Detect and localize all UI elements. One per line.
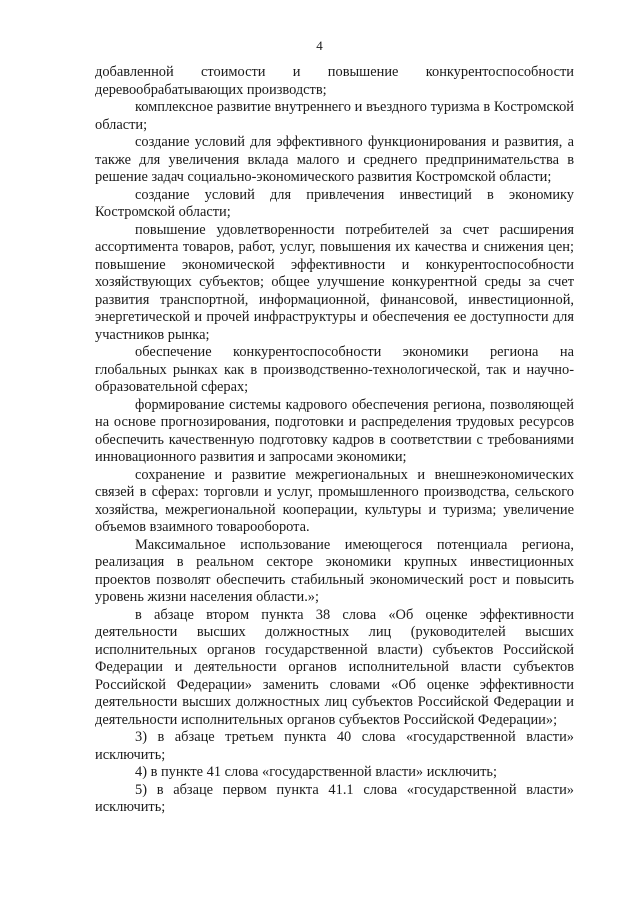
paragraph: 5) в абзаце первом пункта 41.1 слова «государственной власти» исключить;	[95, 781, 574, 815]
paragraph: создание условий для привлечения инвестиций в экономику Костромской области;	[95, 186, 574, 220]
paragraph: в абзаце втором пункта 38 слова «Об оценке эффективности деятельности высших должностных лиц (руководителей высших исполнительных органов государственной власти) субъектов Российской Федерации и деятельности органов исполнительной власти субъектов Российской Федерации» заменить словами «Об оценке эффективности деятельности высших должностных лиц субъектов Российской Федерации и деятельности исполнительных органов субъектов Российской Федерации»;	[95, 606, 574, 728]
paragraph: комплексное развитие внутреннего и въездного туризма в Костромской области;	[95, 99, 574, 133]
paragraph: создание условий для эффективного функционирования и развития, а также для увеличения вклада малого и среднего предпринимательства в решение задач социально-экономического развития Костромской области;	[95, 134, 574, 185]
paragraph: повышение удовлетворенности потребителей за счет расширения ассортимента товаров, работ, услуг, повышения их качества и снижения цен; повышение экономической эффективности и конкурентоспособности хозяйствующих субъектов; общее улучшение конкурентной среды за счет развития транспортной, информационной, финансовой, инвестиционной, энергетической и прочей инфраструктуры и обеспечения ее доступности для участников рынка;	[95, 221, 574, 343]
paragraph: 3) в абзаце третьем пункта 40 слова «государственной власти» исключить;	[95, 729, 574, 763]
document-body	[95, 64, 574, 817]
paragraph: формирование системы кадрового обеспечения региона, позволяющей на основе прогнозирования, подготовки и распределения трудовых ресурсов обеспечить качественную подготовку кадров в соответствии с требованиями инновационного развития и запросами экономики;	[95, 396, 574, 465]
paragraph: обеспечение конкурентоспособности экономики региона на глобальных рынках как в производственно-технологической, так и научно-образовательной сферах;	[95, 344, 574, 395]
paragraph: 4) в пункте 41 слова «государственной власти» исключить;	[135, 764, 497, 780]
page-number: 4	[316, 38, 323, 53]
paragraph: добавленной стоимости и повышение конкурентоспособности деревообрабатывающих производств;	[95, 64, 574, 98]
paragraph: сохранение и развитие межрегиональных и внешнеэкономических связей в сферах: торговли и услуг, промышленного производства, сельского хозяйства, межрегиональной кооперации, культуры и туризма; увеличение объемов взаимного товарооборота.	[95, 466, 574, 535]
paragraph: Максимальное использование имеющегося потенциала региона, реализация в реальном секторе экономики крупных инвестиционных проектов позволят обеспечить стабильный экономический рост и повысить уровень жизни населения области.»;	[95, 536, 574, 605]
